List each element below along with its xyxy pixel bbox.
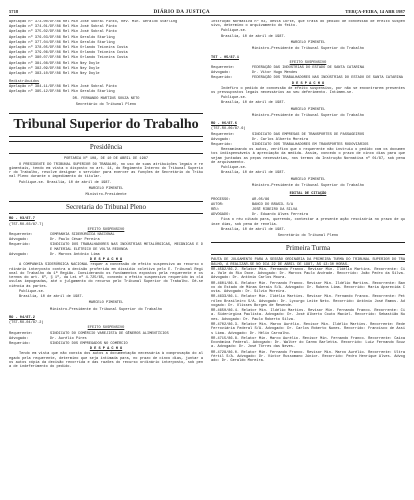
issue-date: TERÇA-FEIRA, 14 ABR 1987 <box>345 8 405 14</box>
place-date: Brasília, 10 de abril de 1987. <box>19 295 84 300</box>
list-item: Apelação nº 376-03/DF/86 Rel Min Geraldo Starling <box>9 35 115 40</box>
redistributed-heading: Redistribuídos <box>9 80 40 85</box>
case-number: RO - 04/87.2 <box>9 316 35 321</box>
place-date: Brasília, 10 de abril de 1987. <box>221 101 286 106</box>
case-process: (TST-RO-04/87.2) <box>9 321 44 326</box>
list-item: Apelação nº 381-08/DF/86 Rel Min Ney Doyle <box>9 61 100 66</box>
list-item: Apelação nº 374-01/DF/86 Rel Min José Sobral Pinto <box>9 25 117 30</box>
notice-row: RÉU: JOSÉ RIBEIRO DA SILVA <box>211 207 298 212</box>
list-item: Apelação nº 377-04/DF/86 Rel Min Geraldo Starling <box>9 40 115 45</box>
case-signer: MARCELO PIMENTEL <box>290 107 326 112</box>
act-signer-role: Ministro-Presidente <box>85 193 127 198</box>
case-row: Requerido: SINDICATO DOS EMPREGADOS NO COMÉRCIO <box>9 341 128 346</box>
case-section: EFEITO SUSPENSIVO <box>289 60 327 65</box>
case-row: Requerido: SINDICATO DOS TRABALHADORES EM TRANSPORTES RODOVIÁRIOS <box>211 143 369 147</box>
notice-date: Brasília, 10 de abril de 1987. <box>221 227 286 232</box>
right-column <box>211 20 405 500</box>
left-column <box>9 20 203 500</box>
case-signer: MARCELO PIMENTEL <box>290 177 326 182</box>
case-row: Advogado: Dr. Paulo César Pereira <box>9 238 100 243</box>
case-row: Advogado: Dr. Carlos Alberto Moreira <box>211 137 309 142</box>
list-item: Apelação nº 384-11/DF/86 Rel Min José Sobral Pinto <box>9 85 117 90</box>
case-block-3 <box>211 56 405 119</box>
notice-title: EDITAL DE CITAÇÃO <box>289 192 327 197</box>
court-title: Tribunal Superior do Trabalho <box>9 113 203 137</box>
decision-text: Tendo em vista que não consta dos autos a documentação necessária à comprovação do alegado pela requerente, determino que seja intimada para, no prazo de cinco dias, juntar aos autos cópia da decisão recorrida e das razões do recurso ordinário interposto, sob pena de indeferimento do pedido. <box>9 352 203 370</box>
decision-text: Reexaminando os autos, verifico que o requerente não instruiu o pedido com os documentos indispensáveis à apreciação da medida. Assim, concedo o prazo de cinco dias para que sejam juntadas as peças necessárias, nos termos da Instrução Normativa nº 01/87, sob pena de arquivamento. <box>211 148 405 166</box>
list-item: RR-4702/86.3. Relator Min. Marco Aurélio. Revisor Min. Ildélio Martins. Recorrente: Rede Ferroviária Federal S/A. Advogado: Dr. Carlos Roberto Nunes. Recorrido: Francisco de Assis Lima. Advogado: Dr. Hélio Carvalho. <box>211 322 405 336</box>
act-header: PORTARIA Nº 108, DE 10 DE ABRIL DE 1987 <box>63 157 149 162</box>
turma-heading: PAUTA DE JULGAMENTO PARA A SESSÃO ORDINÁRIA DA PRIMEIRA TURMA DO TRIBUNAL SUPERIOR DO TRABALHO, A REALIZAR-SE NO DIA 22 DE ABRIL DE 1987, ÀS 13:30 HORAS. <box>211 258 405 267</box>
list-item: Apelação nº 375-02/DF/86 Rel Min José Sobral Pinto <box>9 30 117 35</box>
top-text: Instrução Normativa nº 03, desta Corte, que trata do pedido de concessão de efeito suspensivo, determino o arquivamento do feito. <box>211 20 405 29</box>
act-signer: MARCELO PIMENTEL <box>88 186 124 191</box>
decision-text: A COMPANHIA SIDERÚRGICA NACIONAL requer a concessão de efeito suspensivo ao recurso ordinário interposto contra a decisão proferida em dissídio coletivo pelo E. Tribunal Regional do Trabalho da 1ª Região. Considerando os fundamentos expostos pela requerente e os termos do art. 6º, § 1º, da Lei nº 4.725/65, concedo o efeito suspensivo requerido às cláusulas impugnadas, até o julgamento do recurso pelo Tribunal Superior do Trabalho. Dê-se ciência às partes. <box>9 263 203 289</box>
case-row: Requerido: SINDICATO DOS TRABALHADORES NAS INDÚSTRIAS METALÚRGICAS, MECÂNICAS E DE MATERIAL ELÉTRICO DE VOLTA REDONDA <box>9 243 203 252</box>
case-section: EFEITO SUSPENSIVO <box>87 227 125 232</box>
page-number: 5718 <box>9 8 19 14</box>
case-row: Requerente: SINDICATO DO COMÉRCIO VAREJISTA DE GÊNEROS ALIMENTÍCIOS <box>9 331 169 336</box>
decision-text: Indefiro o pedido de concessão de efeito suspensivo, por não se encontrarem presentes os pressupostos legais necessários ao seu deferimento. Intimem-se. <box>211 86 405 95</box>
publish-line: Publique-se. <box>19 289 45 294</box>
list-item: Apelação nº 385-12/DF/86 Rel Min Geraldo Starling <box>9 90 115 95</box>
act-body-2: Publique-se. Brasília, 10 de abril de 1987. <box>19 180 112 185</box>
journal-title: DIÁRIO DA JUSTIÇA <box>153 8 210 15</box>
case-row: Advogado: Dr. Vitor Hugo Mendes <box>211 71 298 76</box>
publish-line: Publique-se. <box>221 29 247 34</box>
turma-title: Primeira Turma <box>211 242 405 255</box>
case-signer-role: Ministro-Presidente do Tribunal Superior do Trabalho <box>49 307 163 312</box>
publish-line: Publique-se. <box>221 166 247 171</box>
case-process: (TST-RO-03/87.7) <box>9 222 44 227</box>
decision-title: D E S P A C H O <box>89 347 123 352</box>
case-number: RO - 03/87.7 <box>9 217 35 222</box>
case-number: TST - 05/87.1 <box>211 55 240 60</box>
notice-signer: Secretário do Tribunal Pleno <box>277 234 339 239</box>
decision-title: D E S P A C H O <box>89 258 123 263</box>
place-date: Brasília, 10 de abril de 1987. <box>221 171 286 176</box>
list-item: RR-4715/86.8. Relator Min. Marco Aurélio. Revisor Min. Fernando Franco. Recorrente: Caixa Econômica Federal. Advogado: Dr. Walter do Carmo Barletta. Recorrido: Luiz Fernando Souza. Advogado: Dr. José Tôrres das Neves. <box>211 336 405 350</box>
signer-top-role: Secretário do Tribunal Pleno <box>75 103 137 108</box>
top-signer-role: Ministro-Presidente do Tribunal Superior do Trabalho <box>251 47 365 52</box>
place-date: Brasília, 10 de abril de 1987. <box>221 34 286 39</box>
top-signer: MARCELO PIMENTEL <box>290 40 326 45</box>
case-block-4 <box>211 122 405 188</box>
case-row: Requerido: FEDERAÇÃO DOS TRABALHADORES NAS INDÚSTRIAS DO ESTADO DE SANTA CATARINA <box>211 76 403 81</box>
case-block-1 <box>9 217 203 312</box>
signer-top: DR. FERNANDO MARTINS SOUZA NETO <box>72 96 140 101</box>
case-signer-role: Ministro-Presidente do Tribunal Superior do Trabalho <box>251 113 365 118</box>
list-item: RR-4601/86.6. Relator Min. Fernando Franco. Revisor Min. Ildélio Martins. Recorrente: Banco do Estado de Minas Gerais S/A. Advogado: Dr. Rubens Lima. Recorrido: Maria Aparecida Costa. Advogado: Dr. Silvio Moreira. <box>211 281 405 295</box>
notice-row: ADVOGADO: Dr. Eduardo Alves Ferreira <box>211 213 309 218</box>
case-signer: MARCELO PIMENTEL <box>88 301 124 306</box>
list-item: Apelação nº 373-00/DF/86 Rel Min José Sobral Pinto, Rev. Min. Geraldo Starling <box>9 20 178 24</box>
list-item: Apelação nº 380-07/DF/86 Rel Min Orlando Teixeira Costa <box>9 56 128 61</box>
case-block-2 <box>9 316 203 370</box>
page-header <box>9 7 405 16</box>
list-item: Apelação nº 379-06/DF/86 Rel Min Orlando Teixeira Costa <box>9 51 128 56</box>
list-item: Apelação nº 383-10/DF/86 Rel Min Ney Doyle <box>9 71 100 76</box>
appeal-list <box>9 20 203 76</box>
case-signer-role: Ministro-Presidente do Tribunal Superior do Trabalho <box>251 184 365 189</box>
case-row: Requerente: COMPANHIA SIDERÚRGICA NACIONAL <box>9 233 115 238</box>
notice-row: PROCESSO: AR-05/86 <box>211 197 270 202</box>
citation-notice <box>211 192 405 238</box>
case-section: EFEITO SUSPENSIVO <box>87 326 125 331</box>
case-row: Requerente: FEDERAÇÃO DAS INDÚSTRIAS DO ESTADO DE SANTA CATARINA <box>211 65 365 70</box>
list-item: Apelação nº 378-05/DF/86 Rel Min Orlando Teixeira Costa <box>9 45 128 50</box>
case-row: Requerente: SINDICATO DAS EMPRESAS DE TRANSPORTES DE PASSAGEIROS <box>211 132 365 137</box>
case-row: Advogado: Dr. Aurélio Pires <box>9 336 87 341</box>
list-item: RR-4728/86.0. Relator Min. Fernando Franco. Revisor Min. Marco Aurélio. Recorrente: Ultrafértil S/A. Advogado: Dr. Victor Russomano Júnior. Recorrido: Pedro Henrique Alves. Advogado: Dr. Geraldo Moreira. <box>211 350 405 364</box>
publish-line: Publique-se. <box>221 96 247 101</box>
list-item: RR-4582/86.2. Relator Min. Fernando Franco. Revisor Min. Ildélio Martins. Recorrente: Cia. Vale do Rio Doce. Advogado: Dr. Marcos Paulo Andrade. Recorrido: João Pedro da Silva. Advogado: Dr. Antônio Carlos Moura. <box>211 267 405 281</box>
case-row: Advogado: Dr. Marcos Antônio Lima <box>9 252 100 257</box>
list-item: Apelação nº 382-09/DF/86 Rel Min Ney Doyle <box>9 66 100 71</box>
list-item: RR-4650/86.4. Relator Min. Ildélio Martins. Revisor Min. Fernando Franco. Recorrente: Cia. Siderúrgica Paulista. Advogado: Dr. José Alberto Couto Maciel. Recorrido: Sebastião Nunes. Advogado: Dr. Paulo Roberto Silva. <box>211 309 405 322</box>
presidency-title: Presidência <box>9 141 203 154</box>
decision-title: D E S P A C H O <box>291 81 325 86</box>
act-body: O PRESIDENTE DO TRIBUNAL SUPERIOR DO TRABALHO, no uso de suas atribuições legais e regimentais, tendo em vista o disposto no art. 14, do Regimento Interno do Tribunal Superior do Trabalho, resolve designar o servidor para exercer as funções de Secretário do Tribunal Pleno durante o impedimento do titular. <box>9 162 203 180</box>
secretariat-title: Secretaria do Tribunal Pleno <box>9 201 203 214</box>
case-process: (TST-RO-06/87.6) <box>211 127 246 132</box>
case-number: RO - 06/87.6 <box>211 122 237 127</box>
list-item: RR-4633/86.1. Relator Min. Ildélio Martins. Revisor Min. Fernando Franco. Recorrente: Petróleo Brasileiro S/A. Advogado: Dr. Lycurgo Leite Neto. Recorrido: Antônio José Ramos. Advogado: Dr. Ulisses Borges de Resende. <box>211 295 405 308</box>
notice-row: AUTOR: BANCO DO BRASIL S/A <box>211 202 293 207</box>
notice-text: Fica o réu citado para, querendo, contestar a presente ação rescisória no prazo de quinze dias, sob pena de revelia. <box>211 218 405 227</box>
